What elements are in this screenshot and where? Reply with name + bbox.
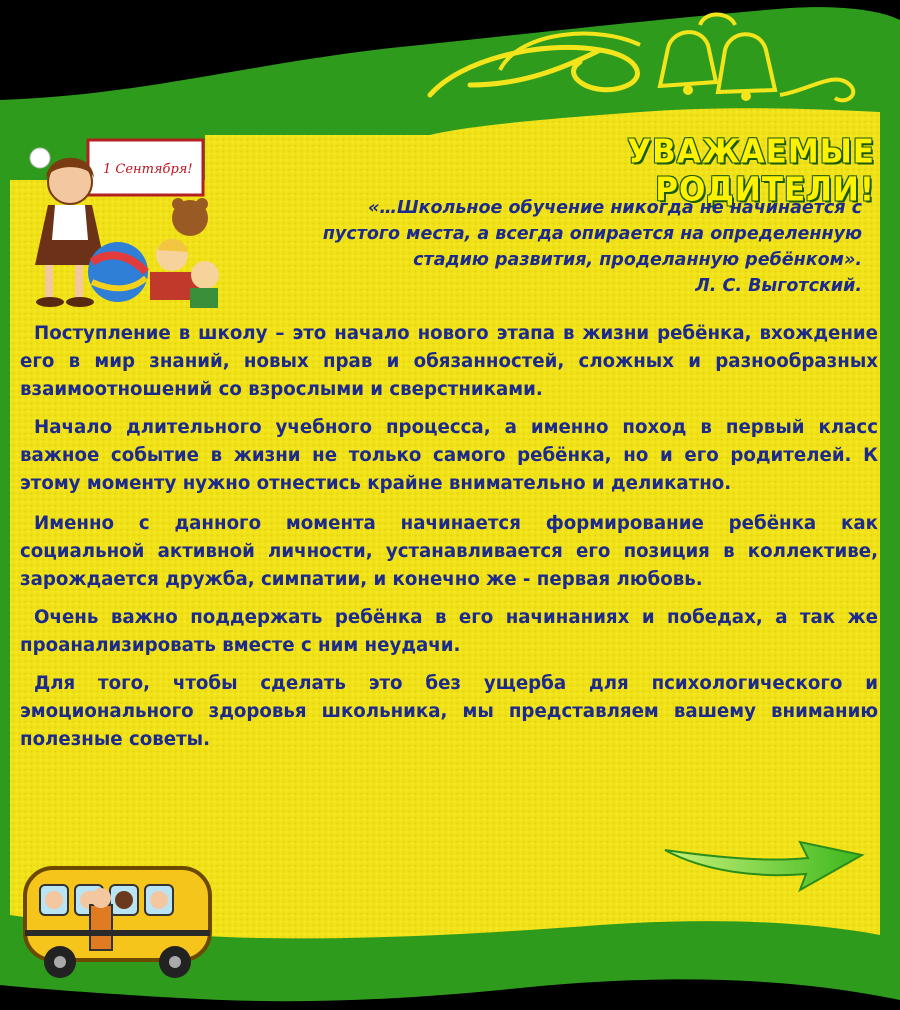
paragraph-2: Начало длительного учебного процесса, а именно поход в первый класс важное событие в жизни не только самого ребёнка, но и его родителей. К этому моменту нужно отнестись крайне внимательно и деликатно. xyxy=(20,417,878,494)
paragraph-4: Очень важно поддержать ребёнка в его начинаниях и победах, а так же проанализировать вместе с ним неудачи. xyxy=(20,607,878,656)
quote-line: «…Школьное обучение никогда не начинается с xyxy=(368,198,862,218)
quote-line: пустого места, а всегда опирается на определенную xyxy=(322,224,862,244)
paragraph-3: Именно с данного момента начинается формирование ребёнка как социальной активной личности, устанавливается его позиция в коллективе, зарождается дружба, симпатии, и конечно же - первая любовь. xyxy=(20,513,878,590)
quote-line: стадию развития, проделанную ребёнком». xyxy=(413,250,862,270)
board-caption-text: 1 Сентября! xyxy=(103,162,193,177)
body-text xyxy=(20,320,878,764)
page-title: УВАЖАЕМЫЕ РОДИТЕЛИ! xyxy=(627,133,875,209)
school-bus-icon xyxy=(25,868,210,978)
quote-author: Л. С. Выготский. xyxy=(695,276,862,296)
quote-block xyxy=(222,195,862,299)
paragraph-5: Для того, чтобы сделать это без ущерба для психологического и эмоционального здоровья школьника, мы представляем вашему вниманию полезные советы. xyxy=(20,673,878,750)
paragraph-1: Поступление в школу – это начало нового этапа в жизни ребёнка, вхождение его в мир знаний, новых прав и обязанностей, сложных и разнообразных взаимоотношений со взрослыми и сверстниками. xyxy=(20,323,878,400)
